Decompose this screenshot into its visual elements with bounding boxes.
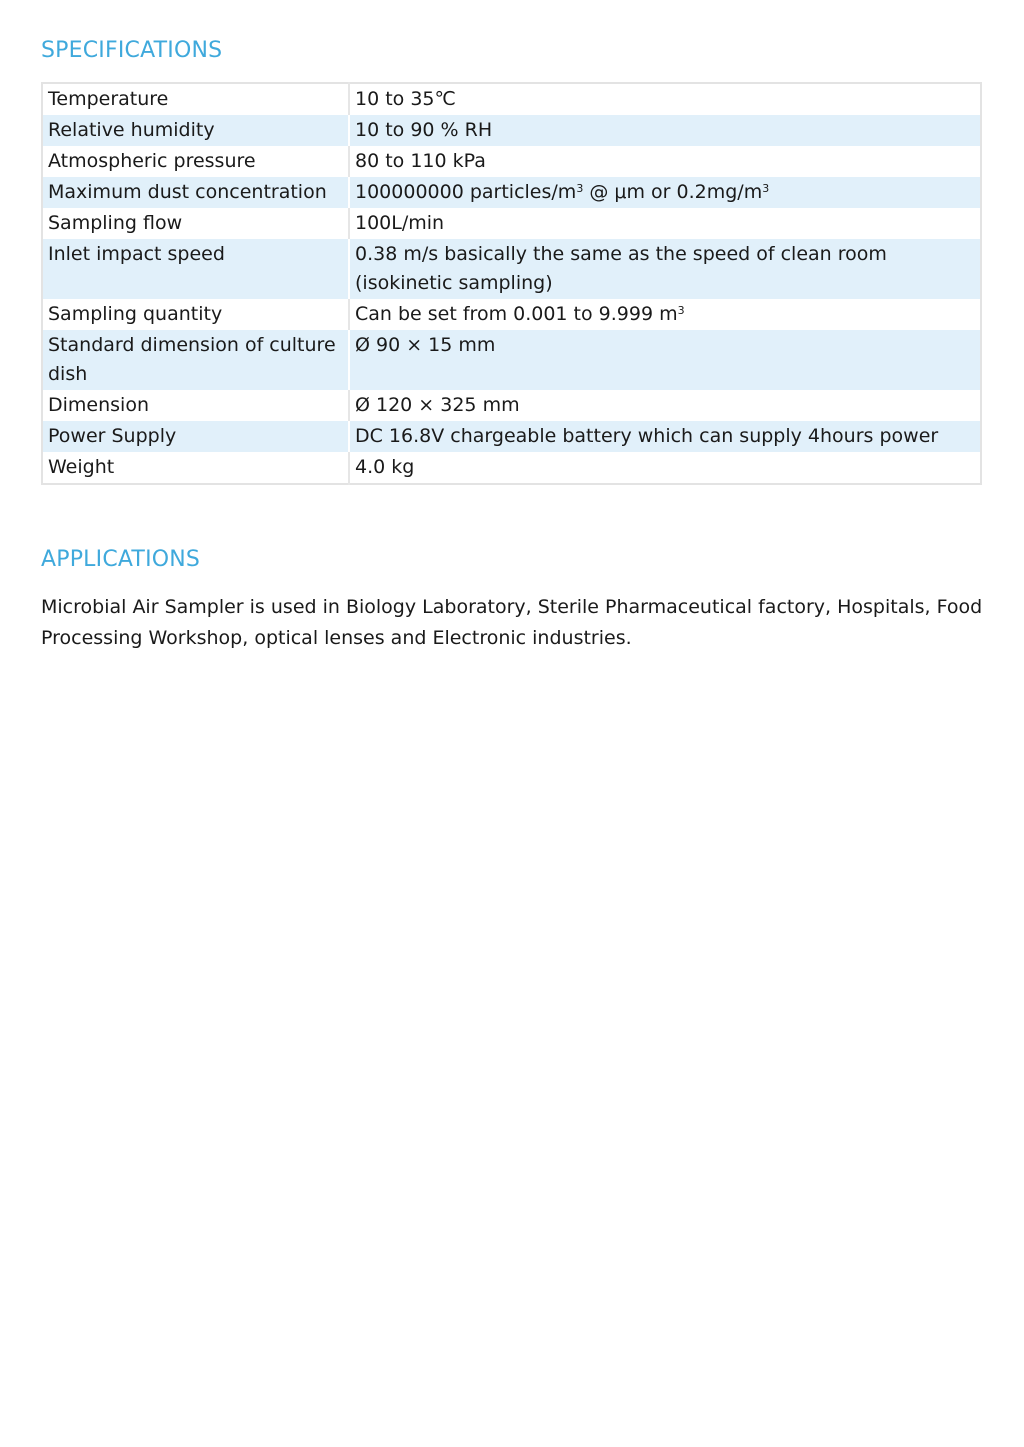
applications-text: Microbial Air Sampler is used in Biology Laboratory, Sterile Pharmaceutical factory, Hospitals, Food Processing Workshop, optical lenses and Electronic industries.	[41, 596, 983, 649]
spec-label: Relative humidity	[42, 115, 349, 146]
table-row	[42, 208, 981, 239]
spec-value	[349, 177, 981, 208]
table-row	[42, 299, 981, 330]
table-row	[42, 390, 981, 421]
spec-value: 10 to 35℃	[355, 88, 456, 110]
spec-label: Weight	[42, 452, 349, 484]
spec-label: Standard dimension of culture dish	[42, 330, 349, 390]
spec-label: Atmospheric pressure	[42, 146, 349, 177]
table-row	[42, 421, 981, 452]
superscript: 3	[762, 182, 770, 195]
spec-label: Dimension	[42, 390, 349, 421]
spec-value: 10 to 90 % RH	[349, 115, 981, 146]
table-row	[42, 239, 981, 299]
spec-label: Sampling quantity	[42, 299, 349, 330]
spec-value: Ø 90 × 15 mm	[349, 330, 981, 390]
spec-value: 80 to 110 kPa	[355, 150, 486, 172]
spec-value: 4.0 kg	[355, 456, 415, 478]
superscript: 3	[677, 304, 685, 317]
superscript: 3	[576, 182, 584, 195]
specifications-table	[41, 82, 982, 485]
spec-value-part: Can be set from 0.001 to 9.999 m	[355, 303, 678, 325]
spec-label: Inlet impact speed	[42, 239, 349, 299]
table-row	[42, 330, 981, 390]
table-row	[42, 177, 981, 208]
spec-label: Sampling flow	[42, 208, 349, 239]
spec-value: DC 16.8V chargeable battery which can supply 4hours power	[349, 421, 981, 452]
spec-value: 0.38 m/s basically the same as the speed of clean room (isokinetic sampling)	[349, 239, 981, 299]
spec-label: Temperature	[42, 83, 349, 115]
table-row	[42, 83, 981, 115]
spec-value-part: 100000000 particles/m	[355, 181, 577, 203]
table-row	[42, 146, 981, 177]
spec-value: Ø 120 × 325 mm	[355, 394, 520, 416]
spec-label: Maximum dust concentration	[42, 177, 349, 208]
spec-label: Power Supply	[42, 421, 349, 452]
applications-heading: APPLICATIONS	[41, 547, 201, 572]
spec-value-part: @ μm or 0.2mg/m	[583, 181, 763, 203]
table-row	[42, 452, 981, 484]
spec-value	[349, 299, 981, 330]
table-row	[42, 115, 981, 146]
specifications-heading: SPECIFICATIONS	[41, 38, 223, 63]
spec-value: 100L/min	[355, 212, 445, 234]
